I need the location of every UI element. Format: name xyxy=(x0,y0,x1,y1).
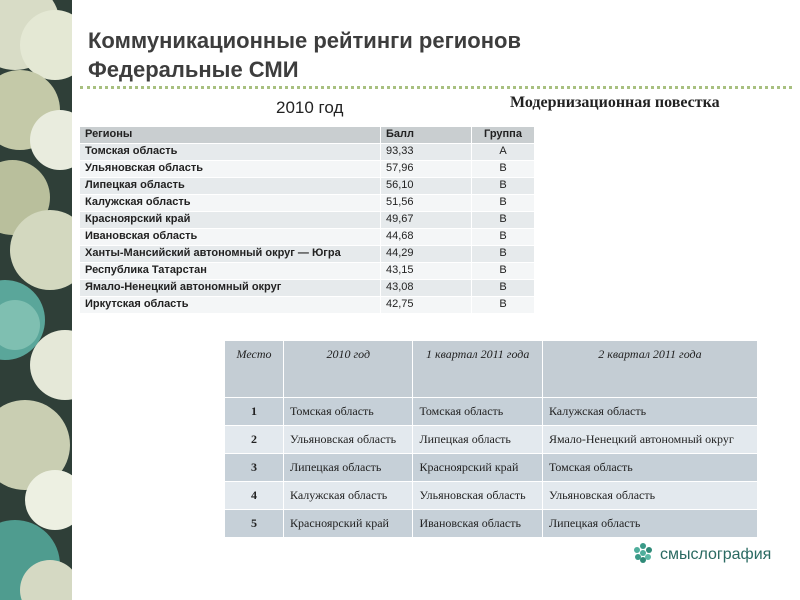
group-cell: B xyxy=(472,161,535,178)
places-table xyxy=(224,340,758,538)
region-cell: Ивановская область xyxy=(80,229,381,246)
agenda-label: Модернизационная повестка xyxy=(510,94,720,111)
region-cell: Томская область xyxy=(542,454,757,482)
table-row xyxy=(80,246,535,263)
logo xyxy=(630,540,771,570)
place-cell: 5 xyxy=(225,510,284,538)
dotted-divider xyxy=(80,86,792,89)
table-row xyxy=(225,398,758,426)
place-cell: 2 xyxy=(225,426,284,454)
logo-text: смыслография xyxy=(660,546,772,563)
region-cell: Ульяновская область xyxy=(542,482,757,510)
header-q1-2011: 1 квартал 2011 года xyxy=(413,341,542,398)
year-label: 2010 год xyxy=(276,98,344,117)
table-row xyxy=(225,426,758,454)
table-row xyxy=(80,263,535,280)
group-cell: B xyxy=(472,178,535,195)
place-cell: 4 xyxy=(225,482,284,510)
group-cell: A xyxy=(472,144,535,161)
region-cell: Липецкая область xyxy=(284,454,413,482)
header-score: Балл xyxy=(381,127,472,144)
table-row xyxy=(80,280,535,297)
score-cell: 44,29 xyxy=(381,246,472,263)
region-cell: Липецкая область xyxy=(413,426,542,454)
region-cell: Ханты-Мансийский автономный округ — Югра xyxy=(80,246,381,263)
header-q2-2011: 2 квартал 2011 года xyxy=(542,341,757,398)
table-row xyxy=(80,297,535,314)
region-cell: Калужская область xyxy=(80,195,381,212)
ratings-table-header xyxy=(80,127,535,144)
page-title xyxy=(88,26,521,84)
score-cell: 42,75 xyxy=(381,297,472,314)
table-row xyxy=(80,212,535,229)
group-cell: B xyxy=(472,195,535,212)
group-cell: B xyxy=(472,280,535,297)
title-line-2: Федеральные СМИ xyxy=(88,57,299,82)
score-cell: 56,10 xyxy=(381,178,472,195)
decorative-circles-strip xyxy=(0,0,72,600)
region-cell: Ульяновская область xyxy=(413,482,542,510)
ratings-table xyxy=(79,126,535,314)
logo-dots-icon xyxy=(630,540,656,570)
table-row xyxy=(80,229,535,246)
score-cell: 51,56 xyxy=(381,195,472,212)
region-cell: Ямало-Ненецкий автономный округ xyxy=(542,426,757,454)
title-line-1: Коммуникационные рейтинги регионов xyxy=(88,28,521,53)
score-cell: 44,68 xyxy=(381,229,472,246)
table-row xyxy=(225,482,758,510)
region-cell: Иркутская область xyxy=(80,297,381,314)
places-table-header xyxy=(225,341,758,398)
region-cell: Ямало-Ненецкий автономный округ xyxy=(80,280,381,297)
score-cell: 43,15 xyxy=(381,263,472,280)
group-cell: B xyxy=(472,297,535,314)
table-row xyxy=(80,195,535,212)
header-group: Группа xyxy=(472,127,535,144)
score-cell: 57,96 xyxy=(381,161,472,178)
score-cell: 93,33 xyxy=(381,144,472,161)
region-cell: Ульяновская область xyxy=(80,161,381,178)
table-row xyxy=(80,161,535,178)
region-cell: Калужская область xyxy=(542,398,757,426)
region-cell: Томская область xyxy=(284,398,413,426)
region-cell: Красноярский край xyxy=(284,510,413,538)
table-row xyxy=(80,144,535,161)
header-2010: 2010 год xyxy=(284,341,413,398)
table-row xyxy=(225,510,758,538)
region-cell: Томская область xyxy=(413,398,542,426)
place-cell: 1 xyxy=(225,398,284,426)
group-cell: B xyxy=(472,229,535,246)
header-place: Место xyxy=(225,341,284,398)
region-cell: Красноярский край xyxy=(413,454,542,482)
region-cell: Республика Татарстан xyxy=(80,263,381,280)
region-cell: Калужская область xyxy=(284,482,413,510)
table-row xyxy=(80,178,535,195)
score-cell: 43,08 xyxy=(381,280,472,297)
region-cell: Томская область xyxy=(80,144,381,161)
region-cell: Красноярский край xyxy=(80,212,381,229)
place-cell: 3 xyxy=(225,454,284,482)
region-cell: Ивановская область xyxy=(413,510,542,538)
region-cell: Ульяновская область xyxy=(284,426,413,454)
group-cell: B xyxy=(472,263,535,280)
score-cell: 49,67 xyxy=(381,212,472,229)
group-cell: B xyxy=(472,212,535,229)
region-cell: Липецкая область xyxy=(542,510,757,538)
group-cell: B xyxy=(472,246,535,263)
region-cell: Липецкая область xyxy=(80,178,381,195)
table-row xyxy=(225,454,758,482)
header-regions: Регионы xyxy=(80,127,381,144)
